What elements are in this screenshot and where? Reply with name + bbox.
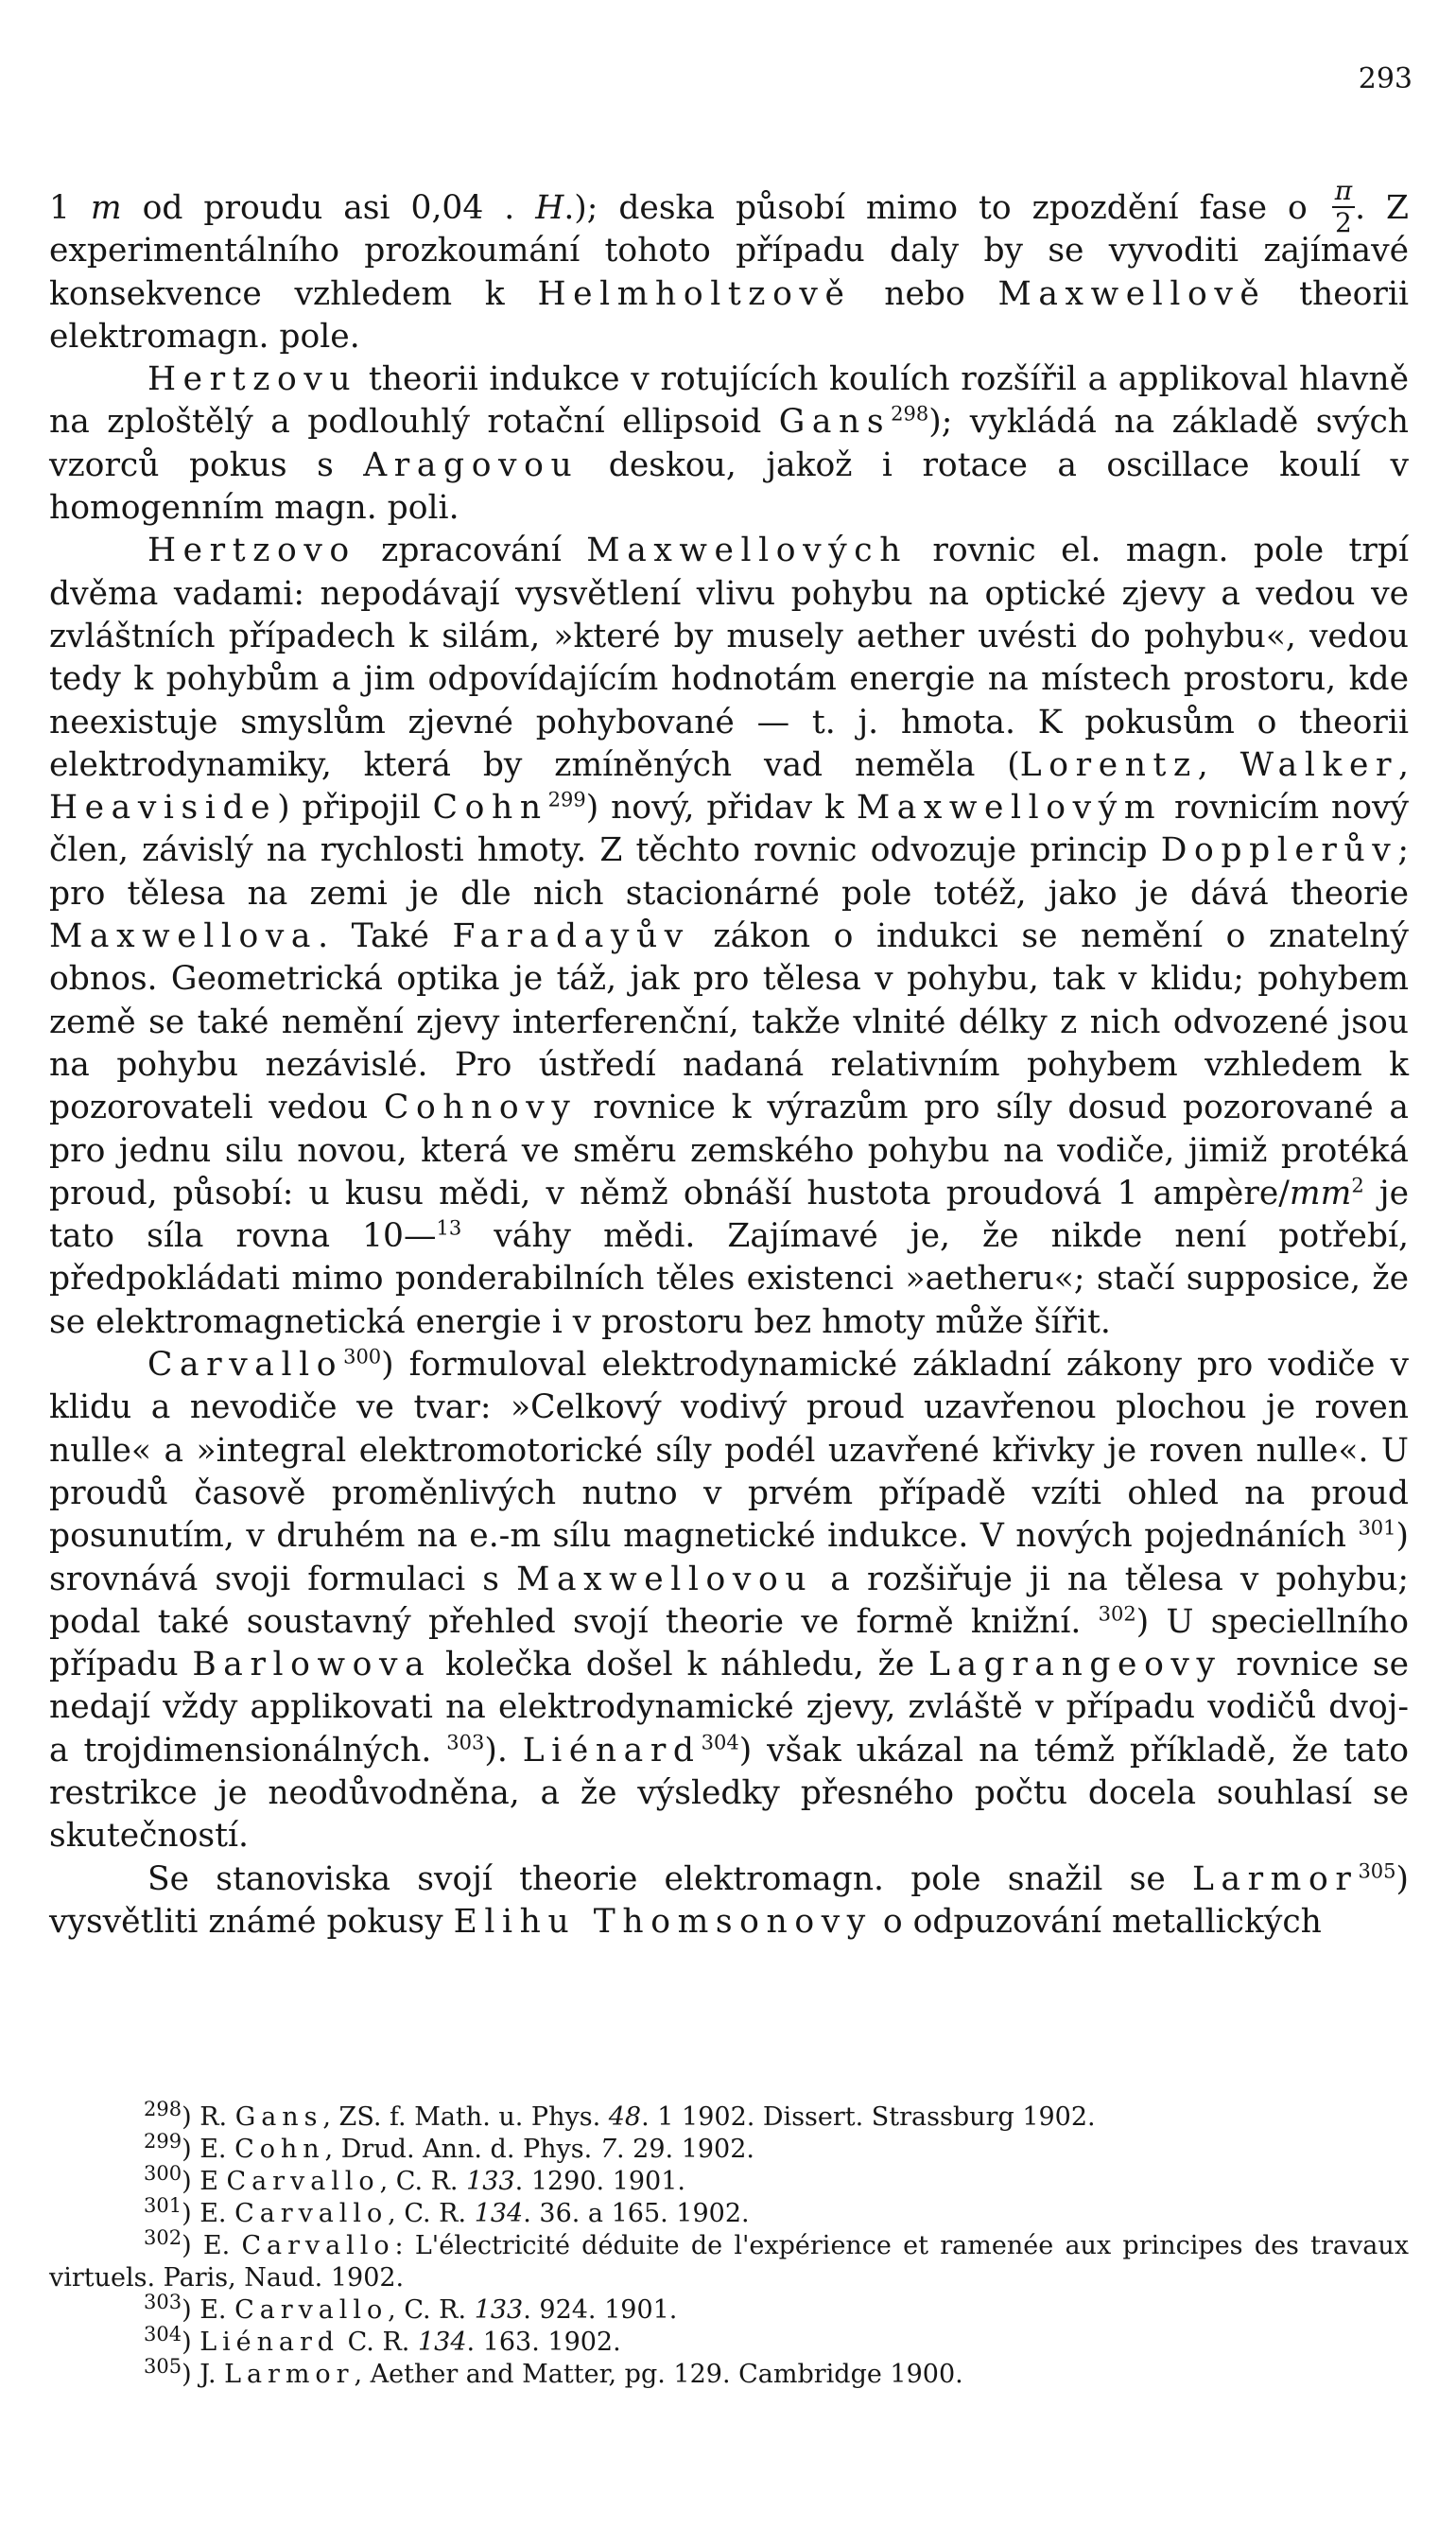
paragraph-larmor: Se stanoviska svojí theorie elektromagn. pole snažil se Larmor$^{305}$) vysvětliti známé pokusy Elihu Thomsonovy o odpuzování metallických bbox=[49, 1859, 1409, 1941]
paragraph-cohn: Hertzovo zpracování Maxwellových rovnic el. magn. pole trpí dvěma vadami: nepodávají vysvětlení vlivu pohybu na optické zjevy a vedou ve zvláštních případech k silám, »které by musely aether uvésti do pohybu«, vedou tedy k pohybům a jim odpovídajícím hodnotám energie na místech prostoru, kde neexistuje smyslům zjevné pohybované — t. j. hmota. K pokusům o theorii elektrodynamiky, která by zmíněných vad neměla (Lorentz, Walker, Heaviside) připojil Cohn$^{299}$) nový, přidav k Maxwellovým rovnicím nový člen, závislý na rychlosti hmoty. Z těchto rovnic odvozuje princip Dopplerův; pro tělesa na zemi je dle nich stacionárné pole totéž, jako je dává theorie Maxwellova. Také Faradayův zákon o indukci se nemění o znatelný obnos. Geometrická optika je táž, jak pro tělesa v pohybu, tak v klidu; pohybem země se také nemění zjevy interferenční, takže vlnité délky z nich odvozené jsou na pohybu nezávislé. Pro ústředí nadaná relativním pohybem vzhledem k pozorovateli vedou Cohnovy rovnice k výrazům pro síly dosud pozorované a pro jednu silu novou, která ve směru zemského pohybu na vodiče, jimiž protéká proud, působí: u kusu mědi, v němž obnáší hustota proudová 1 ampère/$mm^2$ je tato síla rovna 10—$^{13}$ váhy mědi. Zajímavé je, že nikde není potřebí, předpokládati mimo ponderabilních těles existenci »aetheru«; stačí supposice, že se elektromagnetická energie i v prostoru bez hmoty může šířit. bbox=[49, 532, 1410, 1341]
paragraph-carvallo: Carvallo$^{300}$) formuloval elektrodynamické základní zákony pro vodiče v klidu a nevodiče ve tvar: »Celkový vodivý proud uzavřenou plochou je roven nulle« a »integral elektromotorické síly podél uzavřené křivky je roven nulle«. U proudů časově proměnlivých nutno v prvém případě vzíti ohled na proud posunutím, v druhém na e.-m sílu magnetické indukce. V nových pojednáních $^{301}$) srovnává svoji formulaci s Maxwellovou a rozšiřuje ji na tělesa v pohybu; podal také soustavný přehled svojí theorie ve formě knižní. $^{302}$) U speciellního případu Barlowova kolečka došel k náhledu, že Lagrangeovy rovnice se nedají vždy applikovati na elektrodynamické zjevy, zvláště v případu vodičů dvoj- a trojdimensionálných. $^{303}$). Liénard$^{304}$) však ukázal na témž příkladě, že tato restrikce je neodůvodněna, a že výsledky přesného počtu docela souhlasí se skutečností. bbox=[49, 1345, 1409, 1856]
pi-over-two-fraction: $\frac{\pi}{2}$ bbox=[1332, 178, 1355, 236]
footnote: $^{298}$) R. Gans, ZS. f. Math. u. Phys. 48. 1 1902. Dissert. Strassburg 1902. bbox=[144, 2098, 1096, 2132]
footnote: $^{303}$) E. Carvallo, C. R. 133. 924. 1901. bbox=[144, 2291, 678, 2325]
paragraph-hertz-gans: Hertzovu theorii indukce v rotujících koulích rozšířil a applikoval hlavně na zploštělý a podlouhlý rotační ellipsoid Gans$^{298}$); vykládá na základě svých vzorců pokus s Aragovou deskou, jakož i rotace a oscillace koulí v homogenním magn. poli. bbox=[49, 360, 1409, 528]
main-text bbox=[49, 174, 1410, 1944]
footnote: $^{302}$) E. Carvallo: L'électricité déduite de l'expérience et ramenée aux principes des travaux virtuels. Paris, Naud. 1902. bbox=[49, 2226, 1409, 2293]
footnote: $^{299}$) E. Cohn, Drud. Ann. d. Phys. 7. 29. 1902. bbox=[144, 2130, 754, 2164]
footnote: $^{300}$) E Carvallo, C. R. 133. 1290. 1901. bbox=[144, 2162, 685, 2196]
footnote-ref: 301 bbox=[1358, 1516, 1396, 1540]
footnote-ref: 299 bbox=[547, 788, 586, 811]
footnotes bbox=[49, 2098, 1409, 2391]
footnote-ref: 302 bbox=[1098, 1602, 1136, 1626]
footnote-ref: 304 bbox=[701, 1731, 739, 1754]
footnote-ref: 305 bbox=[1358, 1859, 1396, 1883]
footnote: $^{301}$) E. Carvallo, C. R. 134. 36. a 165. 1902. bbox=[144, 2194, 750, 2228]
footnote: $^{304}$) Liénard C. R. 134. 163. 1902. bbox=[144, 2323, 621, 2357]
footnote-ref: 298 bbox=[891, 402, 929, 426]
footnote-ref: 300 bbox=[343, 1345, 382, 1369]
page-number: 293 bbox=[1358, 62, 1413, 96]
footnote-ref: 303 bbox=[446, 1731, 485, 1754]
footnote: $^{305}$) J. Larmor, Aether and Matter, pg. 129. Cambridge 1900. bbox=[144, 2355, 963, 2389]
paragraph-continued: 1 m od proudu asi 0,04 . H.); deska působí mimo to zpozdění fase o $\frac{\pi}{2}$ . Z experimentálního prozkoumání tohoto případu daly by se vyvoditi zajímavé konsekvence vzhledem k Helmholtzově nebo Maxwellově theorii elektromagn. pole. bbox=[49, 174, 1410, 356]
